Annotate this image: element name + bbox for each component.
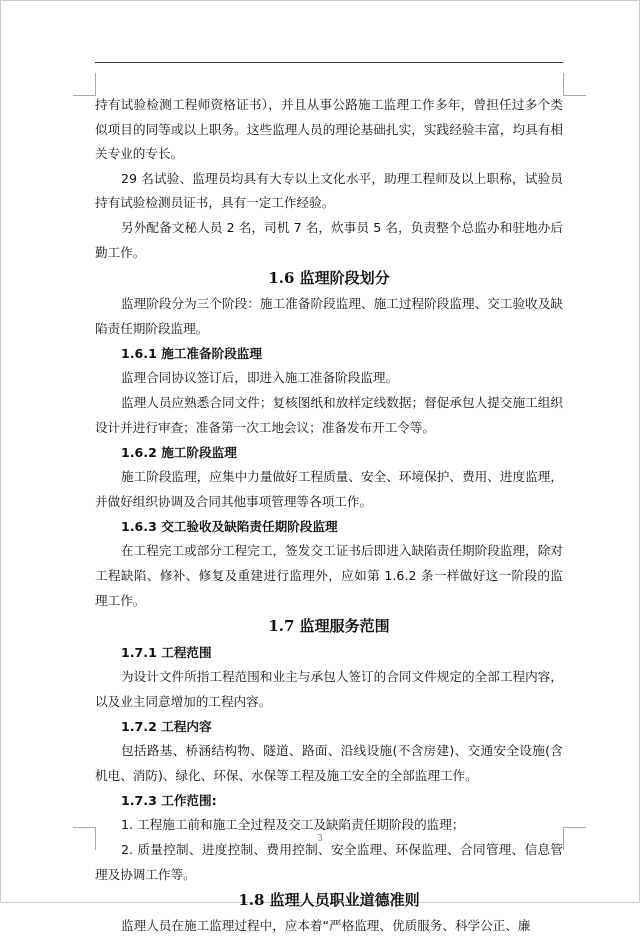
page-content: [95, 93, 563, 939]
subsection-heading-1-6-3: 1.6.3 交工验收及缺陷责任期阶段监理: [121, 519, 338, 535]
subsection-heading-1-7-1: 1.7.1 工程范围: [121, 645, 212, 661]
intro-paragraph-2: 29 名试验、监理员均具有大专以上文化水平，助理工程师及以上职称，试验员持有试验检测员证书，具有一定工作经验。: [95, 170, 563, 211]
intro-paragraph-3: 另外配备文秘人员 2 名，司机 7 名，炊事员 5 名，负责整个总监办和驻地办后勤工作。: [95, 219, 563, 260]
header-rule: [95, 62, 563, 63]
subsection-heading-1-7-2: 1.7.2 工程内容: [121, 719, 212, 735]
section-heading-1-7: 1.7 监理服务范围: [268, 617, 390, 636]
subsection-heading-1-6-1: 1.6.1 施工准备阶段监理: [121, 346, 262, 362]
crop-mark-top-right: [563, 73, 586, 96]
subsection-1-7-1-paragraph-1: 为设计文件所指工程范围和业主与承包人签订的合同文件规定的全部工程内容，以及业主同意增加的工程内容。: [95, 669, 563, 709]
subsection-heading-1-7-3: 1.7.3 工作范围:: [121, 793, 217, 809]
crop-mark-top-left: [73, 73, 96, 96]
list-item-2: 2. 质量控制、进度控制、费用控制、安全监理、环保监理、合同管理、信息管理及协调工作等。: [95, 842, 563, 882]
list-item-1: 1. 工程施工前和施工全过程及交工及缺陷责任期阶段的监理；: [121, 817, 465, 833]
subsection-1-6-3-paragraph-1: 在工程完工或部分工程完工，签发交工证书后即进入缺陷责任期阶段监理，除对工程缺陷、修补、修复及重建进行监理外，应如第 1.6.2 条一样做好这一阶段的监理工作。: [95, 543, 563, 608]
section-heading-1-8: 1.8 监理人员职业道德准则: [238, 891, 420, 910]
section-1-6-intro: 监理阶段分为三个阶段：施工准备阶段监理、施工过程阶段监理、交工验收及缺陷责任期阶段监理。: [95, 296, 563, 336]
subsection-1-6-1-paragraph-2: 监理人员应熟悉合同文件；复核图纸和放样定线数据；督促承包人提交施工组织设计并进行审查；准备第一次工地会议；准备发布开工令等。: [95, 394, 563, 435]
section-heading-1-6: 1.6 监理阶段划分: [268, 269, 390, 288]
subsection-heading-1-6-2: 1.6.2 施工阶段监理: [121, 445, 237, 461]
intro-paragraph-1: 持有试验检测工程师资格证书），并且从事公路施工监理工作多年，曾担任过多个类似项目的同等或以上职务。这些监理人员的理论基础扎实，实践经验丰富，均具有相关专业的专长。: [95, 97, 563, 162]
subsection-1-6-1-paragraph-1: 监理合同协议签订后，即进入施工准备阶段监理。: [121, 370, 399, 386]
section-1-8-paragraph-1: 监理人员在施工监理过程中，应本着“严格监理、优质服务、科学公正、廉: [121, 918, 531, 934]
subsection-1-7-2-paragraph-1: 包括路基、桥涵结构物、隧道、路面、沿线设施(不含房建)、交通安全设施(含机电、消防)、绿化、环保、水保等工程及施工安全的全部监理工作。: [95, 743, 563, 783]
subsection-1-6-2-paragraph-1: 施工阶段监理，应集中力量做好工程质量、安全、环境保护、费用、进度监理，并做好组织协调及合同其他事项管理等各项工作。: [95, 469, 563, 509]
page-number: 3: [317, 834, 323, 844]
